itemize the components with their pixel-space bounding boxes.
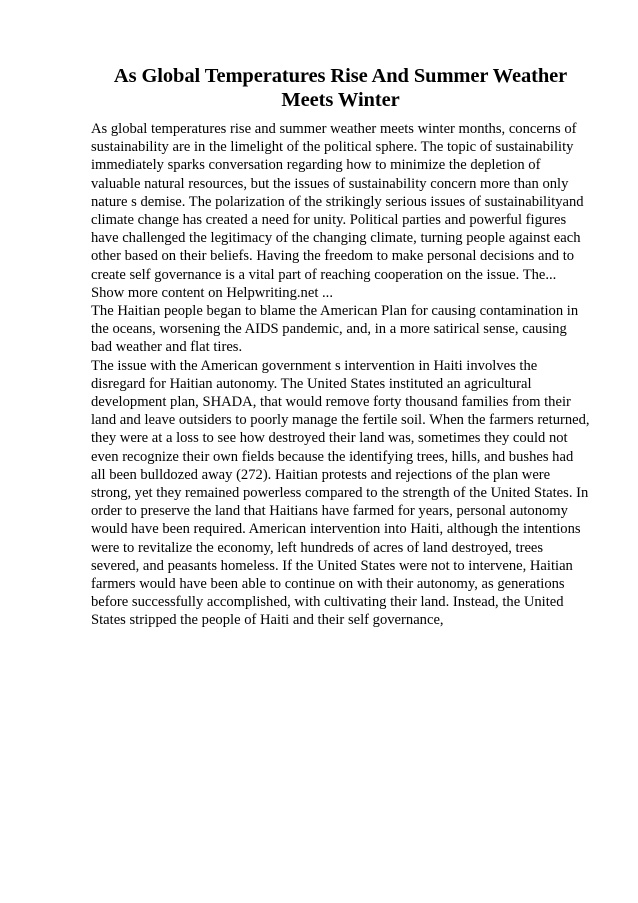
- document-title: As Global Temperatures Rise And Summer Weather Meets Winter: [113, 65, 568, 111]
- paragraph-haitian-blame: The Haitian people began to blame the American Plan for causing contamination in the oceans, worsening the AIDS pandemic, and, in a more satirical sense, causing bad weather and flat tires.: [91, 303, 579, 356]
- paragraph-sustainability: As global temperatures rise and summer weather meets winter months, concerns of sustainability are in the limelight of the political sphere. The topic of sustainability immediately sparks conversation regarding how to minimize the depletion of valuable natural resources, but the issues of sustainability concern more than only nature s demise. The polarization of the strikingly serious issues of sustainabilityand climate change has created a need for unity. Political parties and powerful figures have challenged the legitimacy of the changing climate, turning people against each other based on their beliefs. Having the freedom to make personal decisions and to create self governance is a vital part of reaching cooperation on the issue. The... Show more content on Helpwriting.net ...: [91, 121, 584, 301]
- paragraph-american-intervention: The issue with the American government s intervention in Haiti involves the disregard for Haitian autonomy. The United States instituted an agricultural development plan, SHADA, that would remove forty thousand families from their land and leave outsiders to poorly manage the fertile soil. When the farmers returned, they were at a loss to see how destroyed their land was, sometimes they could not even recognize their own fields because the identifying trees, hills, and bushes had all been bulldozed away (272). Haitian protests and rejections of the plan were strong, yet they remained powerless compared to the strength of the United States. In order to preserve the land that Haitians have farmed for years, personal autonomy would have been required. American intervention into Haiti, although the intentions were to revitalize the economy, left hundreds of acres of land destroyed, trees severed, and peasants homeless. If the United States were not to intervene, Haitian farmers would have been able to continue on with their autonomy, as generations before successfully accomplished, with cultivating their land. Instead, the United States stripped the people of Haiti and their self governance,: [91, 357, 590, 629]
